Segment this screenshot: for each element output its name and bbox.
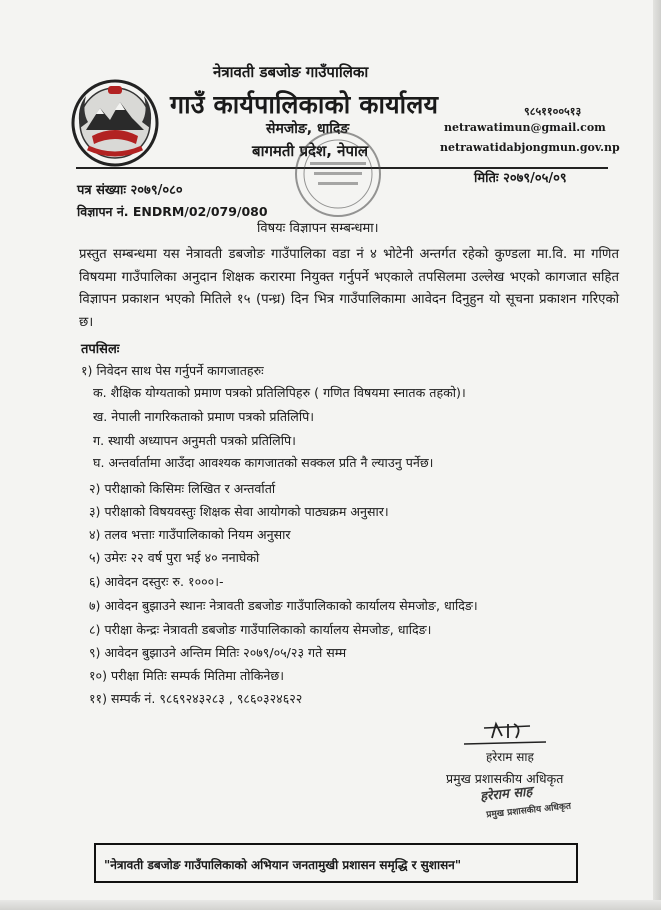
signatory-name: हरेराम साह bbox=[486, 750, 534, 764]
email-address: netrawatimun@gmail.com bbox=[444, 121, 606, 134]
detail-item-1: १) निवेदन साथ पेस गर्नुपर्ने कागजातहरुः bbox=[81, 363, 264, 378]
signature-stamp-title: प्रमुख प्रशासकीय अधिकृत bbox=[485, 801, 572, 821]
nepal-emblem-icon bbox=[70, 78, 160, 168]
notice-number: विज्ञापन नं. ENDRM/02/079/080 bbox=[77, 204, 268, 219]
address-line-2: बागमती प्रदेश, नेपाल bbox=[252, 142, 369, 160]
detail-item: ९) आवेदन बुझाउने अन्तिम मितिः २०७९/०५/२३ गते सम्म bbox=[89, 645, 347, 660]
office-name: गाउँ कार्यपालिकाको कार्यालय bbox=[170, 90, 439, 119]
body-paragraph: प्रस्तुत सम्बन्धमा यस नेत्रावती डबजोङ गाउँपालिका वडा नं ४ भोटेनी अन्तर्गत रहेको कुण्डला मा.वि. मा गणित विषयमा गाउँपालिका अनुदान शिक्षक करारमा नियुक्त गर्नुपर्ने भएकाले तपसिलमा उल्लेख भएको कागजात सहित विज्ञापन प्रकाशन भएको मितिले १५ (पन्ध्र) दिन भित्र गाउँपालिकामा आवेदन दिनुहुन यो सूचना प्रकाशन गरिएको छ। bbox=[79, 247, 619, 330]
reference-number: पत्र संख्याः २०७९/०८० bbox=[77, 183, 183, 198]
detail-sub-item: क. शैक्षिक योग्यताको प्रमाण पत्रको प्रतिलिपिहरु ( गणित विषयमा स्नातक तहको)। bbox=[93, 385, 466, 400]
detail-item: २) परीक्षाको किसिमः लिखित र अन्तर्वार्ता bbox=[89, 481, 276, 496]
detail-sub-item: ख. नेपाली नागरिकताको प्रमाण पत्रको प्रतिलिपि। bbox=[93, 409, 315, 424]
page-edge-shadow bbox=[653, 0, 661, 910]
signature-stamp-name: हरेराम साह bbox=[479, 784, 534, 805]
signatory-title: प्रमुख प्रशासकीय अधिकृत bbox=[446, 771, 564, 786]
website-address: netrawatidabjongmun.gov.np bbox=[440, 141, 620, 154]
detail-item: ३) परीक्षाको विषयवस्तुः शिक्षक सेवा आयोगको पाठ्यक्रम अनुसार। bbox=[89, 504, 389, 519]
detail-item: ८) परीक्षा केन्द्रः नेत्रावती डबजोङ गाउँपालिकाको कार्यालय सेमजोङ, धादिङ। bbox=[89, 622, 432, 637]
signature-scribble-icon bbox=[462, 718, 548, 748]
office-stamp-icon bbox=[292, 128, 384, 220]
details-heading: तपसिलः bbox=[81, 342, 120, 357]
letter-date: मितिः २०७९/०५/०९ bbox=[474, 171, 567, 186]
detail-sub-item: ग. स्थायी अध्यापन अनुमती पत्रको प्रतिलिपि। bbox=[93, 433, 296, 448]
address-line-1: सेमजोङ, धादिङ bbox=[266, 121, 350, 137]
detail-item: ७) आवेदन बुझाउने स्थानः नेत्रावती डबजोङ गाउँपालिकाको कार्यालय सेमजोङ, धादिङ। bbox=[89, 598, 478, 613]
detail-item: ६) आवेदन दस्तुरः रु. १०००।- bbox=[89, 574, 224, 589]
phone-number: ९८५११००५१३ bbox=[524, 105, 582, 118]
detail-item: ५) उमेरः २२ वर्ष पुरा भई ४० ननाघेको bbox=[89, 550, 260, 565]
subject-line: विषयः विज्ञापन सम्बन्धमा। bbox=[257, 221, 379, 236]
municipality-name: नेत्रावती डबजोङ गाउँपालिका bbox=[213, 63, 369, 81]
detail-item: १०) परीक्षा मितिः सम्पर्क मितिमा तोकिनेछ। bbox=[89, 668, 285, 683]
footer-motto: "नेत्रावती डबजोङ गाउँपालिकाको अभियान जनतामुखी प्रशासन समृद्धि र सुशासन" bbox=[104, 858, 462, 872]
detail-item: ४) तलव भत्ताः गाउँपालिकाको नियम अनुसार bbox=[89, 527, 291, 542]
page-bottom-shadow bbox=[0, 900, 661, 910]
detail-item: ११) सम्पर्क नं. ९८६९२४३२८३ , ९८६०३२४६२२ bbox=[89, 691, 303, 706]
detail-sub-item: घ. अन्तर्वार्तामा आउँदा आवश्यक कागजातको सक्कल प्रति नै ल्याउनु पर्नेछ। bbox=[93, 455, 434, 470]
